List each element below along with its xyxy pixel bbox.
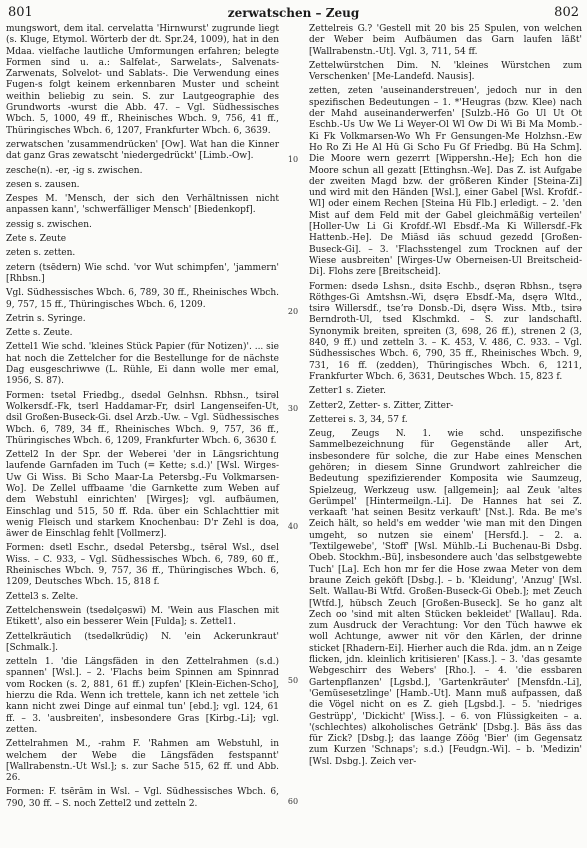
dictionary-entry: zessig s. zwischen. — [6, 219, 92, 230]
dictionary-entry: zeten s. zetten. — [6, 248, 76, 259]
line-number: 40 — [287, 522, 299, 531]
dictionary-entry: Zetter2, Zetter- s. Zitter, Zitter- — [309, 400, 454, 411]
running-title: zerwatschen – Zeug — [227, 6, 360, 20]
dictionary-entry: Formen: dsetl Eschr., dsedəl Petersbg., tsērəl Wsl., dsel Wiss. – C. 933, – Vgl. Südhessisches Wbch. 6, 789, 60 ff., Rheinisches Wbch. 9, 757, 36 ff., Thüringisches Wbch. 6, 1209, Deutsches Wbch. 15, 818 f. — [6, 543, 279, 588]
line-number: 30 — [287, 404, 299, 413]
dictionary-entry: Zetterei s. 3, 34, 57 f. — [309, 414, 408, 425]
dictionary-entry: mungswort, dem ital. cervelatta 'Hirnwurst' zugrunde liegt (s. Kluge, Etymol. Wörterb der dt. Spr.24, 1009), hat in den Mdaa. vielfache lautliche Umformungen erfahren; belegte Formen sind u. a.: Salfelat-, Sarwelats-, Salvenats- Zarwenats, Solvelot- und Sablats-. Die Verwendung eines Fugen-s folgt keinem erkennbaren Muster und scheint weithin beliebig zu sein. S. zur Lautgeographie des Grundworts -wurst die Abb. 47. – Vgl. Südhessisches Wbch. 5, 1000, 49 ff., Rheinisches Wbch. 9, 756, 41 ff., Thüringisches Wbch. 6, 1207, Frankfurter Wbch. 6, 3639. — [6, 24, 279, 136]
dictionary-entry: Zette s. Zeute. — [6, 328, 73, 339]
line-number: 20 — [287, 307, 299, 316]
dictionary-entry: zetten, zeten 'auseinanderstreuen', jedoch nur in den spezifischen Bedeutungen – 1. *'Heugras (bzw. Klee) nach der Mahd auseinanderwerfen' [Sulzb.-Hö Go Ul Ut Ot Eschb.-Us Uw We Li Weyer-Ol Wl Ow Di Wi Bi Ma Momb.-Ki Fk Volkmarsen-Wo Wh Fr Gensungen-Me Holzhsn.-Ew Ho Ro Zi He Al Hü Gi Scho Fu Gf Friedbg. Bü Ha Schm]. Die Moore wern gezerrt [Wippershn.-He]; Ech hon die Moore schun all gezatt [Ettinghsn.-We]. Das Z. ist Aufgabe der zweiten Magd bzw. der größeren Kinder [Steina-Zi] und wird mit den Händen [Wsl.], einer Gabel [Wsl. Krofdf.-Wl] oder einem Rechen [Steina Hü Flb.] erledigt. – 2. 'den Mist auf dem Feld mit der Gabel gleichmäßig verteilen' [Holler-Uw Li Gi Krofdf.-Wl Ebsdf.-Ma Ki Willersdf.-Fk Hattenb.-He]. De Miäsd iäs schuud gezedd [Großen-Buseck-Gi]. – 3. 'Flachsstengel zum Trocknen auf der Wiese ausbreiten' [Wirges-Uw Oberneisen-Ul Breitscheid-Di]. Flohs zere [Breitscheid]. — [309, 86, 582, 278]
dictionary-entry: Zettelrahmen M., -rahm F. 'Rahmen am Webstuhl, in welchem der Webe die Längsfäden festspannt' [Wallrabenstn.-Ut Wsl.]; s. zur Sache 515, 62 ff. und Abb. 26. — [6, 739, 279, 784]
dictionary-entry: Zeug, Zeugs N. 1. wie schd. unspezifische Sammelbezeichnung für Gegenstände aller Art, insbesondere für solche, die zur Habe eines Menschen gehören; in diesem Sinne Grundwort zahlreicher die Bedeutung spezifizierender Komposita wie Saumzeug, Spielzeug, Werkzeug usw. [allgemein]; aal Zeuk 'altes Gerümpel' [Hintermeilgn.-Li]. De Hannes hat sei Z. verkaaft 'hat seinen Besitz verkauft' [Nst.]. Rda. Be me's Zeich hält, so held's em wedder 'wie man mit den Dingen umgeht, so nutzen sie einem' [Hersfd.]. – 2. a. 'Textilgewebe', 'Stoff' [Wsl. Mühlb.-Li Buchenau-Bi Dsbg. Obeb. Stockhm.-Bü], insbesondere auch 'das selbstgewebte Tuch' [La]. Ech hon mr fer die Hose zwaa Meter von dem braune Zeich geköft [Dsbg.]. – b. 'Kleidung', 'Anzug' [Wsl. Selt. Wallau-Bi Wtfd. Großen-Buseck-Gi Obeb.]; met Zeuch [Wtfd.], hübsch Zeuch [Großen-Buseck]. Se ho ganz alt Zech oo 'sind mit alten Stücken bekleidet' [Wallau]. Rda. zum Ausdruck der Verachtung: Vor den Tüch hawwe ek woll Achtunge, awwer nit vör den Kärlen, der drinne sticket [Rhadern-Ei]. Hierher auch die Rda. jdm. an n Zeige flicken, jdn. kleinlich kritisieren' [Kass.]. – 3. 'das gesamte Webgeschirr des Webers' [Rho.]. – 4. 'die essbaren Gartenpflanzen' [Lgsbd.], 'Gartenkräuter' [Mensfdn.-Li], 'Gemüsesetzlinge' [Hamb.-Ut]. Mann muß aufpassen, daß die Vögel nicht on es Z. gieh [Lgsbd.]. – 5. 'niedriges Gestrüpp', 'Dickicht' [Wiss.]. – 6. von Flüssigkeiten – a. '(schlechtes) alkoholisches Getränk' [Dsbg.]. Bäs äss das für Zick? [Dsbg.]; das laange Zöög 'Bier' (im Gegensatz zum Kurzen 'Schnaps'; s.d.) [Feudgn.-Wi]. – b. 'Medizin' [Wsl. Dsbg.]. Zeich ver- — [309, 429, 582, 767]
dictionary-entry: Formen: tsetəl Friedbg., dsedəl Gelnhsn. Rbhsn., tsirəl Wolkersdf.-Fk, tserl Haddamar-Fr, dsirl Langenseifen-Ut, dsil Großen-Buseck-Gi. dsel Arzb.-Uw. – Vgl. Südhessisches Wbch. 6, 789, 34 ff., Rheinisches Wbch. 9, 757, 36 ff., Thüringisches Wbch. 6, 1209, Frankfurter Wbch. 6, 3630 f. — [6, 390, 279, 446]
dictionary-entry: Zetter1 s. Zieter. — [309, 386, 386, 397]
dictionary-entry: Vgl. Südhessisches Wbch. 6, 789, 30 ff., Rheinisches Wbch. 9, 757, 15 ff., Thüringisches Wbch. 6, 1209. — [6, 288, 279, 310]
line-number: 10 — [287, 155, 299, 164]
dictionary-entry: Zettel2 In der Spr. der Weberei 'der in Längsrichtung laufende Garnfaden im Tuch (= Kette; s.d.)' [Wsl. Wirges-Uw Gi Wiss. Bi Scho Maar-La Petersbg.-Fu Volkmarsen-Wo]. De Zellel uffbaame 'die Garnkette zum Weben auf dem Webstuhl einrichten' [Wirges]; vgl. aufbäumen, Einschlag und 515, 50 ff. Rda. über ein Schlachttier mit wenig Fleisch und starkem Knochenbau: D'r Zehl is doa, äwer de Einschlag fehlt [Vollmerz]. — [6, 450, 279, 540]
left-column — [6, 24, 279, 810]
line-number: 60 — [287, 797, 299, 806]
dictionary-entry: zerwatschen 'zusammendrücken' [Ow]. Wat han die Kinner dat ganz Gras zewatscht 'niedergedrückt' [Limb.-Ow]. — [6, 139, 279, 162]
dictionary-entry: Formen: dsedə Lshsn., dsitə Eschb., dsęrən Rbhsn., tsęrə Röthges-Gi Amtshsn.-Wi, dsęrə Ebsdf.-Ma, dsęrə Wltd., tsirə Willersdf., tseʼrə Donsb.-Di, dsęrə Wiss. Mtb., tsirə Berndroth-Ul, tsed Klschmkd. – S. zur landschaftl. Synonymik breiten, spreiten (3, 698, 26 ff.), strenen 2 (3, 840, 9 ff.) und zetteln 3. – K. 453, V. 486, C. 933. – Vgl. Südhessisches Wbch. 6, 790, 35 ff., Rheinisches Wbch. 9, 731, 16 ff. (zedden), Thüringisches Wbch. 6, 1211, Frankfurter Wbch. 6, 3631, Deutsches Wbch. 15, 823 f. — [309, 281, 582, 382]
dictionary-entry: Zettelwürstchen Dim. N. 'kleines Würstchen zum Verschenken' [Me-Landefd. Nausis]. — [309, 60, 582, 83]
dictionary-entry: zetern (tsēdɐrn) Wie schd. 'vor Wut schimpfen', 'jammern' [Rhbsn.] — [6, 262, 279, 284]
dictionary-entry: Zespes M. 'Mensch, der sich den Verhältnissen nicht anpassen kann', 'schwerfälliger Mensch' [Biedenkopf]. — [6, 194, 279, 216]
dictionary-entry: Zettelreis G.? 'Gestell mit 20 bis 25 Spulen, von welchen der Weber beim Aufbäumen das Garn laufen läßt' [Wallrabenstn.-Ut]. Vgl. 3, 711, 54 ff. — [309, 24, 582, 57]
dictionary-entry: zetteln 1. 'die Längsfäden in den Zettelrahmen (s.d.) spannen' [Wsl.]. – 2. 'Flachs beim Spinnen am Spinnrad vom Rocken (s. 2, 881, 61 ff.) zupfen' [Klein-Eichen-Scho], hierzu die Rda. Wenn ich trettele, kann ich net zettele 'ich kann nicht zwei Dinge auf einmal tun' [ebd.]; vgl. 124, 61 ff. – 3. 'ausbreiten', insbesondere Gras [Kirbg.-Li]; vgl. zetten. — [6, 657, 279, 735]
dictionary-entry: zesen s. zausen. — [6, 179, 80, 190]
dictionary-entry: Zete s. Zeute — [6, 234, 67, 245]
dictionary-entry: Zetrin s. Syringe. — [6, 313, 86, 324]
right-column — [309, 24, 582, 768]
dictionary-entry: Zettelkräutich (tsedəlkrüdiç) N. 'ein Ackerunkraut' [Schmalk.]. — [6, 631, 279, 653]
page-number-left: 801 — [8, 5, 33, 20]
dictionary-entry: zesche(n). -er, -ig s. zwischen. — [6, 165, 143, 176]
dictionary-entry: Zettel1 Wie schd. 'kleines Stück Papier (für Notizen)'. ... sie hat noch die Zettelcher for die Bestellunge for de nächste Dag eusgeschriwwe (L. Rühle, Ei dann wolle mer emal, 1956, S. 87). — [6, 342, 279, 387]
dictionary-entry: Zettel3 s. Zelte. — [6, 591, 79, 602]
dictionary-entry: Zettelchenswein (tsedəlçəswī) M. 'Wein aus Flaschen mit Etikett', also ein besserer Wein [Fulda]; s. Zettel1. — [6, 605, 279, 628]
page-number-right: 802 — [554, 5, 579, 20]
line-number: 50 — [287, 676, 299, 685]
dictionary-entry: Formen: F. tsērām in Wsl. – Vgl. Südhessisches Wbch. 6, 790, 30 ff. – S. noch Zettel2 und zetteln 2. — [6, 787, 279, 809]
